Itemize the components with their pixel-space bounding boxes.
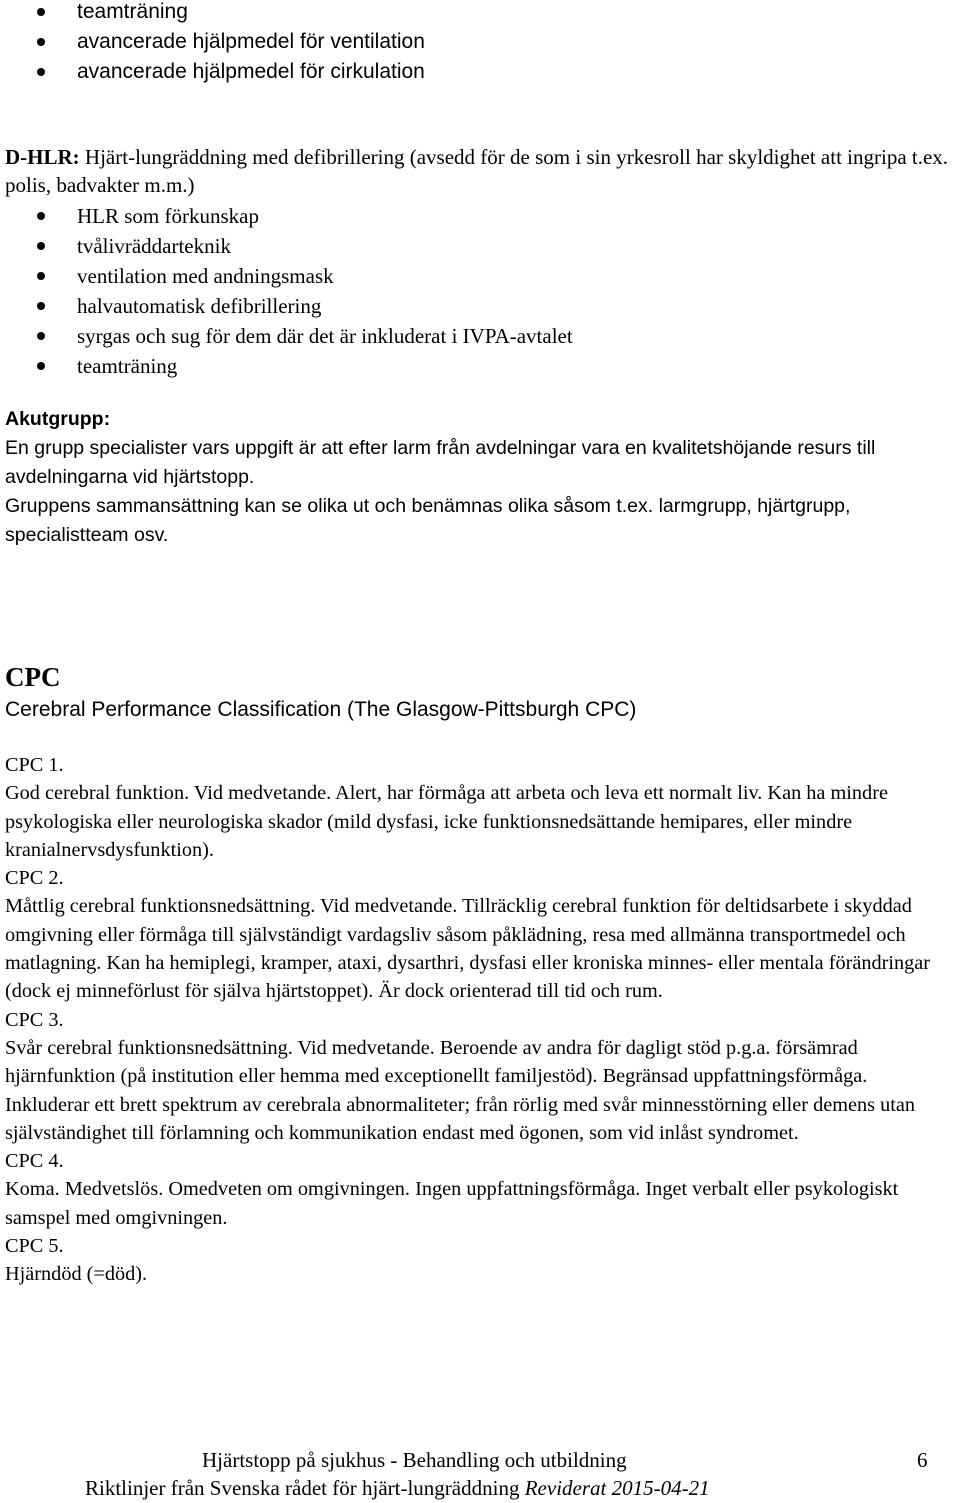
list-item: HLR som förkunskap [0,201,573,231]
dhlr-text: Hjärt-lungräddning med defibrillering (avsedd för de som i sin yrkesroll har skyldighet att ingripa t.ex. polis, badvakter m.m.) [5,145,949,197]
page-number: 6 [917,1448,928,1472]
dhlr-definition [5,143,955,199]
cpc-level-text: Svår cerebral funktionsnedsättning. Vid medvetande. Beroende av andra för dagligt stöd p.g.a. försämrad hjärnfunktion (på institution eller hemma med exceptionellt familjestöd). Begränsad uppfattningsförmåga. Inkluderar ett brett spektrum av cerebrala abnormaliteter; från rörlig med svår minnesstörning eller demens utan självständighet till förlamning och kommunikation endast med ögonen, som vid inlåst syndromet. [5,1036,916,1144]
footer-revised: Reviderat 2015-04-21 [524,1476,710,1500]
cpc-level-text: Koma. Medvetslös. Omedveten om omgivningen. Ingen uppfattningsförmåga. Inget verbalt eller psykologiskt samspel med omgivningen. [5,1178,899,1229]
bullet-icon [37,242,45,250]
akutgrupp-heading: Akutgrupp: [5,408,111,430]
cpc-levels [5,751,955,1289]
cpc-level-label: CPC 1. [5,754,64,776]
cpc-level-label: CPC 3. [5,1008,64,1031]
list-item: tvålivräddarteknik [0,231,573,261]
list-item: avancerade hjälpmedel för cirkulation [0,57,425,87]
list-item: teamträning [0,351,573,381]
cpc-level-text: Hjärndöd (=död). [5,1263,148,1286]
list-item: syrgas och sug för dem där det är inkluderat i IVPA-avtalet [0,321,573,351]
list-item: ventilation med andningsmask [0,261,573,291]
cpc-subtitle: Cerebral Performance Classification (The Glasgow-Pittsburgh CPC) [5,698,637,721]
footer-source-text: Riktlinjer från Svenska rådet för hjärt-lungräddning [85,1476,520,1500]
dhlr-label: D-HLR: [5,145,80,169]
akutgrupp-description: En grupp specialister vars uppgift är att efter larm från avdelningar vara en kvalitetshöjande resurs till avdelningarna vid hjärtstopp. [5,437,876,488]
list-item: avancerade hjälpmedel för ventilation [0,27,425,57]
bullet-icon [37,8,45,16]
bullet-icon [37,332,45,340]
akutgrupp-section [5,405,955,550]
bullet-icon [37,38,45,46]
bullet-icon [37,68,45,76]
cpc-level-label: CPC 5. [5,1235,64,1258]
footer-source [85,1474,710,1502]
cpc-title: CPC [5,662,61,692]
advanced-training-list [0,0,425,87]
akutgrupp-composition: Gruppens sammansättning kan se olika ut och benämnas olika såsom t.ex. larmgrupp, hjärtgrupp, specialistteam osv. [5,495,851,546]
cpc-level-label: CPC 2. [5,867,64,890]
dhlr-list [0,201,573,381]
bullet-icon [37,212,45,220]
footer-title: Hjärtstopp på sjukhus - Behandling och utbildning [202,1448,627,1472]
bullet-icon [37,272,45,280]
cpc-level-text: Måttlig cerebral funktionsnedsättning. Vid medvetande. Tillräcklig cerebral funktion för deltidsarbete i skyddad omgivning eller förmåga till självständigt vardagsliv såsom påklädning, resa med allmänna transportmedel och matlagning. Kan ha hemiplegi, kramper, ataxi, dysarthri, dysfasi eller kroniska minnes- eller mentala förändringar (dock ej minneförlust för själva hjärtstoppet). Är dock orienterad till tid och rum. [5,895,931,1003]
list-item: teamträning [0,0,425,27]
list-item: halvautomatisk defibrillering [0,291,573,321]
bullet-icon [37,362,45,370]
cpc-level-label: CPC 4. [5,1150,64,1173]
cpc-level-text: God cerebral funktion. Vid medvetande. Alert, har förmåga att arbeta och leva ett normalt liv. Kan ha mindre psykologiska eller neurologiska skador (mild dysfasi, icke funktionsnedsättande hemipares, eller mindre kranialnervsdysfunktion). [5,782,888,861]
bullet-icon [37,302,45,310]
